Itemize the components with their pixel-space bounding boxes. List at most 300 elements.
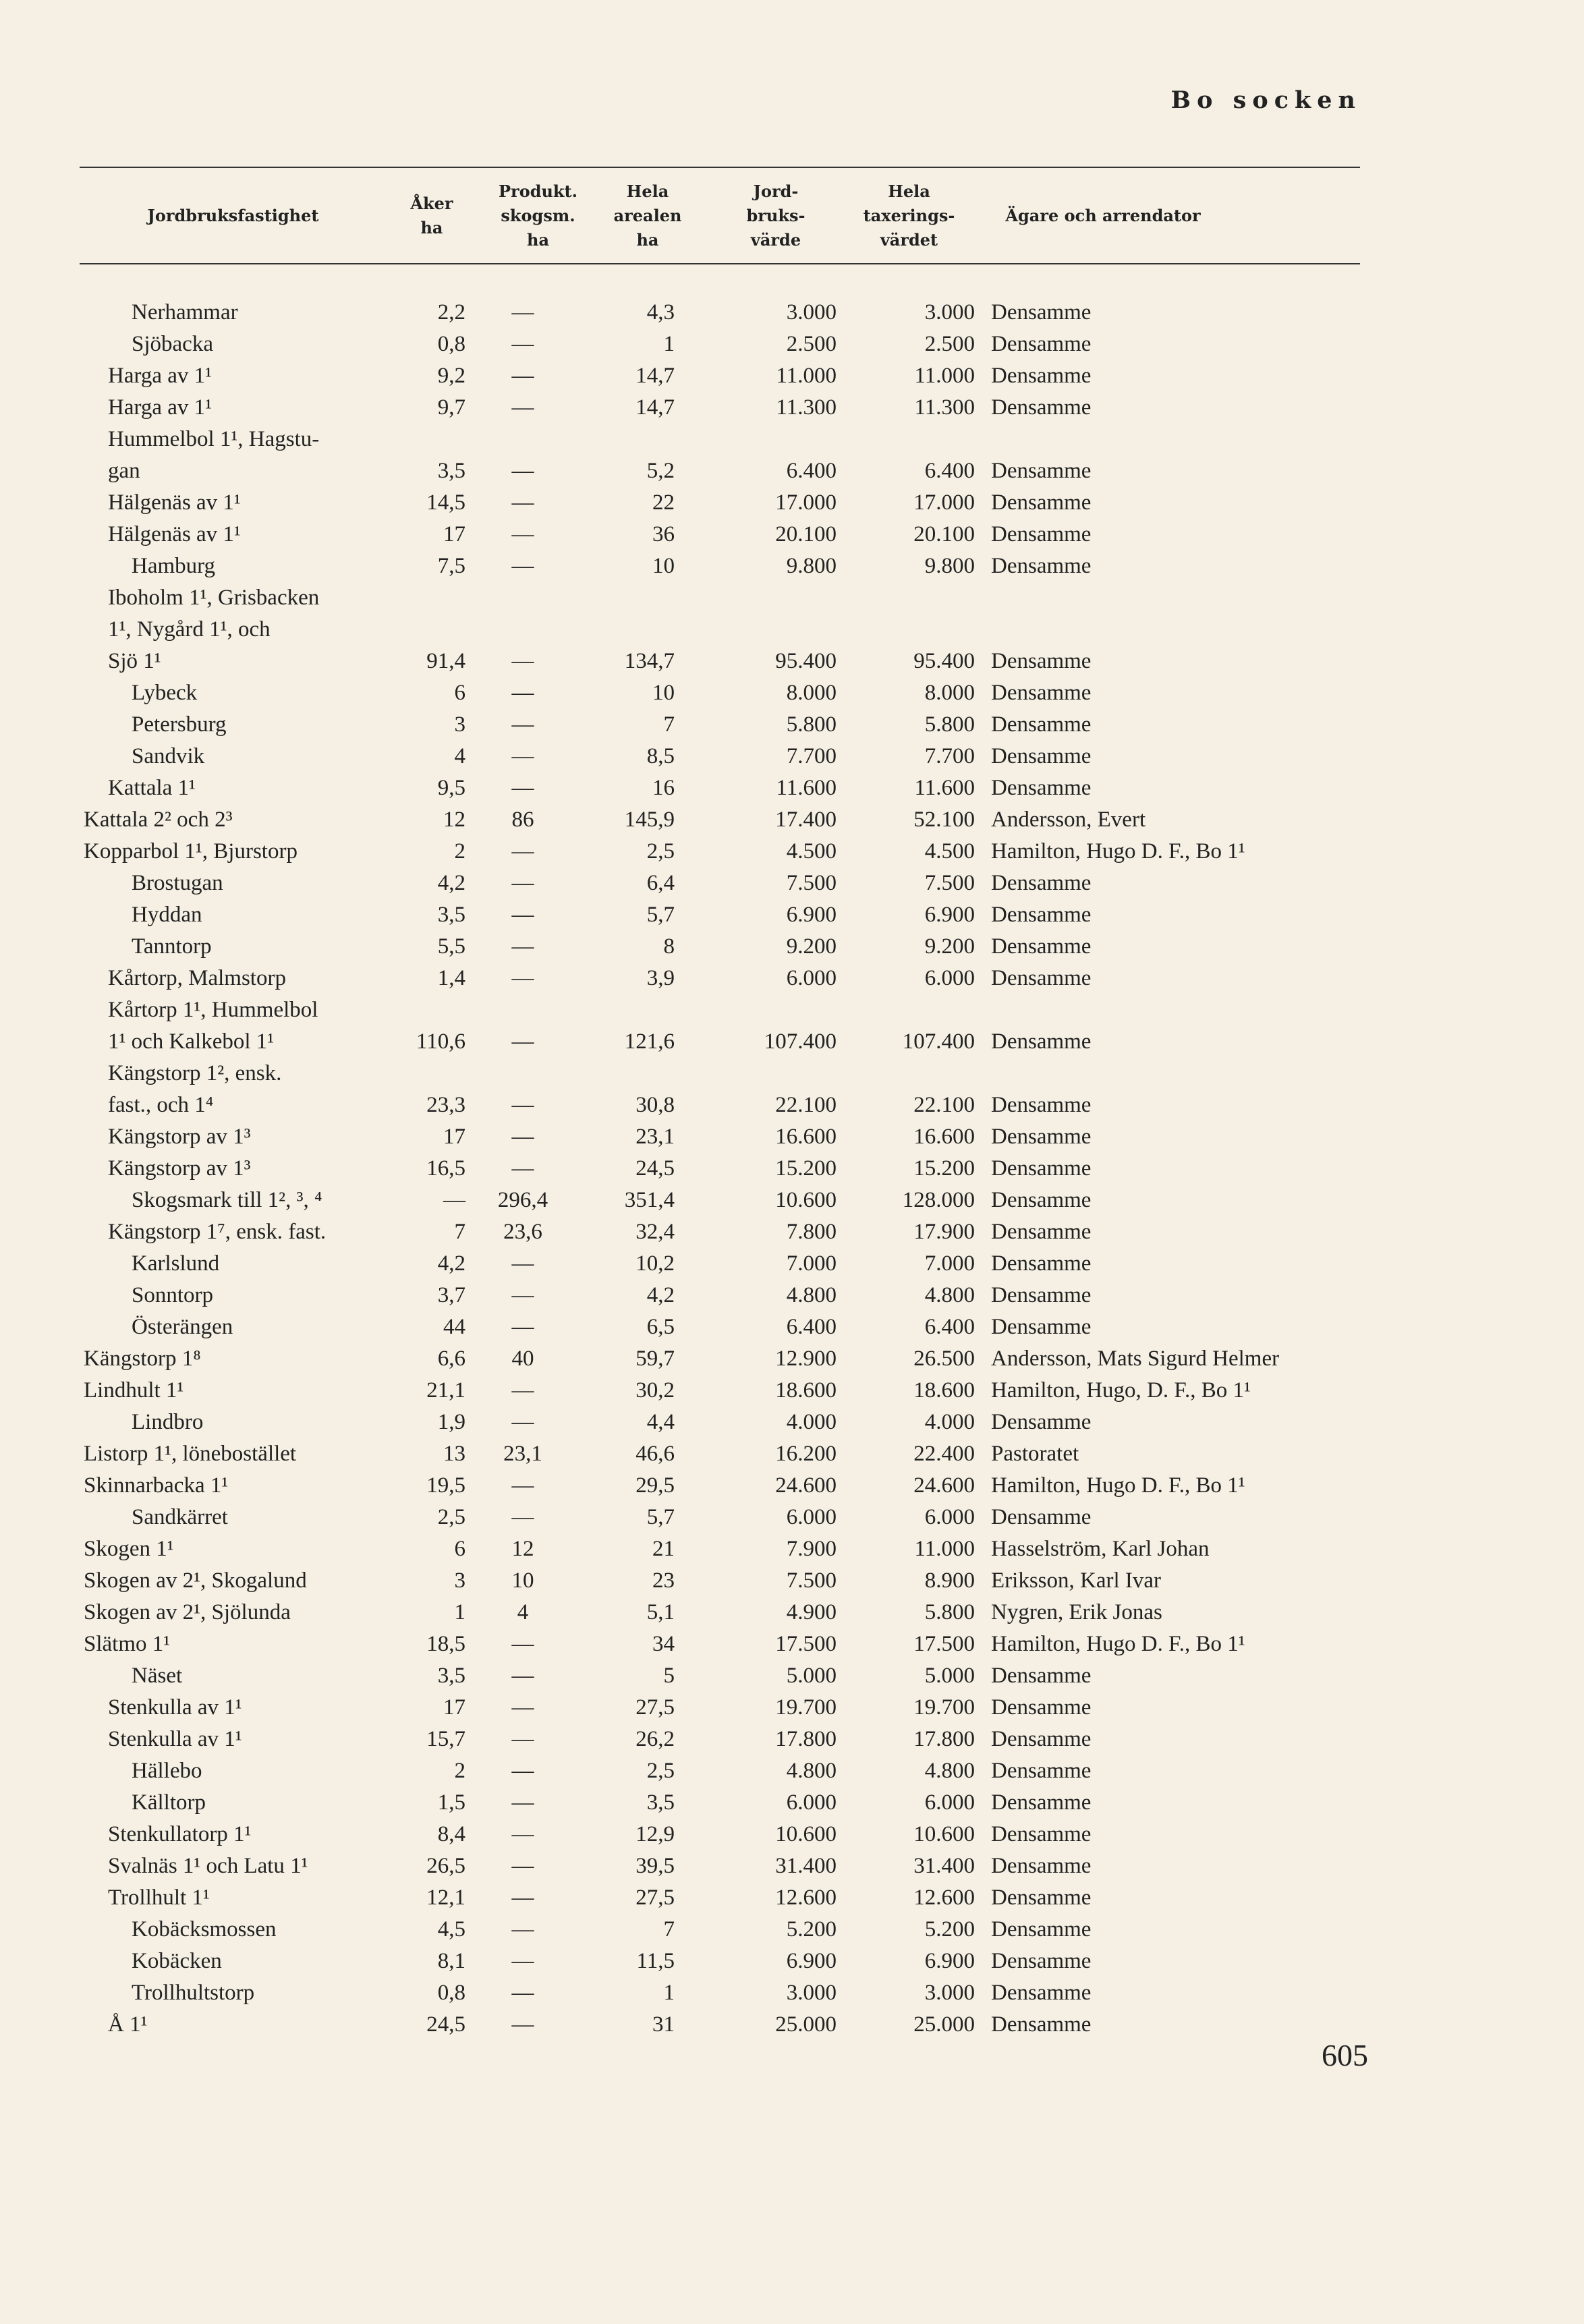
owner-name: Densamme <box>991 300 1092 324</box>
jordbruksvarde-value: 16.600 <box>775 1125 837 1149</box>
column-header-taxeringsvardet: Hela taxerings- värdet <box>863 181 955 250</box>
jordbruksvarde-value: 18.600 <box>775 1378 837 1402</box>
table-row <box>74 297 1359 329</box>
taxeringsvarde-value: 12.600 <box>913 1886 975 1910</box>
areal-value: 21 <box>652 1537 675 1561</box>
skogsmark-value: — <box>511 395 534 420</box>
areal-value: 6,4 <box>646 871 675 895</box>
skogsmark-value: — <box>511 1283 534 1307</box>
areal-value: 27,5 <box>635 1695 675 1720</box>
table-row <box>74 1755 1359 1787</box>
taxeringsvarde-value: 5.800 <box>924 712 975 737</box>
taxeringsvarde-value: 8.000 <box>924 681 975 705</box>
aker-value: 6 <box>454 1537 465 1561</box>
aker-value: 1,5 <box>437 1790 465 1815</box>
areal-value: 14,7 <box>635 364 675 388</box>
aker-value: 24,5 <box>426 2012 465 2037</box>
jordbruksvarde-value: 6.900 <box>786 1949 837 1973</box>
jordbruksvarde-value: 6.400 <box>786 459 837 483</box>
areal-value: 31 <box>652 2012 675 2037</box>
skogsmark-value: — <box>511 459 534 483</box>
property-name: Kängstorp av 1³ <box>108 1125 251 1149</box>
owner-name: Densamme <box>991 1093 1092 1117</box>
table-row <box>74 1882 1359 1914</box>
owner-name: Densamme <box>991 364 1092 388</box>
skogsmark-value: — <box>511 1156 534 1181</box>
taxeringsvarde-value: 5.200 <box>924 1917 975 1942</box>
property-name: Hamburg <box>132 554 216 578</box>
table-row <box>74 741 1359 772</box>
areal-value: 34 <box>652 1632 675 1656</box>
aker-value: 19,5 <box>426 1473 465 1498</box>
owner-name: Densamme <box>991 522 1092 546</box>
taxeringsvarde-value: 128.000 <box>902 1188 975 1212</box>
aker-value: 26,5 <box>426 1854 465 1878</box>
areal-value: 30,2 <box>635 1378 675 1402</box>
taxeringsvarde-value: 10.600 <box>913 1822 975 1846</box>
skogsmark-value: — <box>511 1505 534 1529</box>
skogsmark-value: — <box>511 554 534 578</box>
jordbruksvarde-value: 6.000 <box>786 1505 837 1529</box>
owner-name: Pastoratet <box>991 1442 1079 1466</box>
jordbruksvarde-value: 17.400 <box>775 807 837 832</box>
property-name: Hummelbol 1¹, Hagstu- gan <box>108 427 320 483</box>
skogsmark-value: 86 <box>511 807 534 832</box>
aker-value: 3,5 <box>437 903 465 927</box>
areal-value: 10 <box>652 681 675 705</box>
areal-value: 351,4 <box>624 1188 675 1212</box>
owner-name: Densamme <box>991 1790 1092 1815</box>
table-row <box>74 1311 1359 1343</box>
jordbruksvarde-value: 10.600 <box>775 1188 837 1212</box>
aker-value: 7,5 <box>437 554 465 578</box>
taxeringsvarde-value: 3.000 <box>924 300 975 324</box>
skogsmark-value: — <box>511 1759 534 1783</box>
areal-value: 5,7 <box>646 1505 675 1529</box>
skogsmark-value: — <box>511 1822 534 1846</box>
property-name: Kattala 2² och 2³ <box>84 807 233 832</box>
taxeringsvarde-value: 4.800 <box>924 1759 975 1783</box>
property-name: Kårtorp 1¹, Hummelbol 1¹ och Kalkebol 1¹ <box>108 998 318 1054</box>
skogsmark-value: — <box>511 839 534 863</box>
jordbruksvarde-value: 16.200 <box>775 1442 837 1466</box>
property-name: Sandkärret <box>132 1505 228 1529</box>
table-row <box>74 836 1359 868</box>
jordbruksvarde-value: 7.900 <box>786 1537 837 1561</box>
jordbruksvarde-value: 4.800 <box>786 1283 837 1307</box>
jordbruksvarde-value: 7.500 <box>786 871 837 895</box>
property-name: Petersburg <box>132 712 227 737</box>
areal-value: 23,1 <box>635 1125 675 1149</box>
aker-value: 110,6 <box>416 1029 465 1054</box>
owner-name: Densamme <box>991 903 1092 927</box>
property-name: Hälgenäs av 1¹ <box>108 522 241 546</box>
areal-value: 1 <box>663 1981 675 2005</box>
jordbruksvarde-value: 6.000 <box>786 966 837 990</box>
aker-value: 14,5 <box>426 490 465 515</box>
taxeringsvarde-value: 17.000 <box>913 490 975 515</box>
taxeringsvarde-value: 7.000 <box>924 1251 975 1276</box>
areal-value: 36 <box>652 522 675 546</box>
skogsmark-value: — <box>511 1093 534 1117</box>
aker-value: 1 <box>454 1600 465 1624</box>
taxeringsvarde-value: 22.400 <box>913 1442 975 1466</box>
aker-value: 9,7 <box>437 395 465 420</box>
owner-name: Densamme <box>991 1886 1092 1910</box>
taxeringsvarde-value: 6.000 <box>924 966 975 990</box>
jordbruksvarde-value: 10.600 <box>775 1822 837 1846</box>
table-row <box>74 1280 1359 1311</box>
aker-value: 23,3 <box>426 1093 465 1117</box>
aker-value: 0,8 <box>437 1981 465 2005</box>
property-name: Kängstorp 1⁷, ensk. fast. <box>108 1220 327 1244</box>
skogsmark-value: — <box>511 966 534 990</box>
areal-value: 4,3 <box>646 300 675 324</box>
jordbruksvarde-value: 12.600 <box>775 1886 837 1910</box>
areal-value: 27,5 <box>635 1886 675 1910</box>
property-name: Källtorp <box>132 1790 206 1815</box>
property-name: Sandvik <box>132 744 205 768</box>
skogsmark-value: — <box>511 1029 534 1054</box>
jordbruksvarde-value: 24.600 <box>775 1473 837 1498</box>
aker-value: 1,9 <box>437 1410 465 1434</box>
areal-value: 8,5 <box>646 744 675 768</box>
owner-name: Densamme <box>991 1727 1092 1751</box>
jordbruksvarde-value: 5.800 <box>786 712 837 737</box>
page-header-title: Bo socken <box>1170 86 1361 114</box>
column-header-skogsmark: Produkt. skogsm. ha <box>499 181 577 250</box>
owner-name: Densamme <box>991 744 1092 768</box>
owner-name: Densamme <box>991 554 1092 578</box>
taxeringsvarde-value: 11.000 <box>914 364 975 388</box>
jordbruksvarde-value: 11.000 <box>776 364 837 388</box>
property-name: Trollhult 1¹ <box>108 1886 210 1910</box>
jordbruksvarde-value: 19.700 <box>775 1695 837 1720</box>
taxeringsvarde-value: 24.600 <box>913 1473 975 1498</box>
owner-name: Densamme <box>991 712 1092 737</box>
jordbruksvarde-value: 17.800 <box>775 1727 837 1751</box>
property-name: Brostugan <box>132 871 223 895</box>
areal-value: 16 <box>652 776 675 800</box>
property-name: Tanntorp <box>132 934 212 959</box>
skogsmark-value: — <box>511 1695 534 1720</box>
table-header-rule <box>80 263 1360 264</box>
areal-value: 14,7 <box>635 395 675 420</box>
table-row <box>74 1787 1359 1819</box>
property-name: Nerhammar <box>132 300 238 324</box>
areal-value: 32,4 <box>635 1220 675 1244</box>
jordbruksvarde-value: 4.800 <box>786 1759 837 1783</box>
taxeringsvarde-value: 19.700 <box>913 1695 975 1720</box>
owner-name: Densamme <box>991 1188 1092 1212</box>
jordbruksvarde-value: 20.100 <box>775 522 837 546</box>
owner-name: Densamme <box>991 1822 1092 1846</box>
owner-name: Eriksson, Karl Ivar <box>991 1568 1162 1593</box>
jordbruksvarde-value: 22.100 <box>775 1093 837 1117</box>
taxeringsvarde-value: 107.400 <box>902 1029 975 1054</box>
aker-value: 4,2 <box>437 871 465 895</box>
aker-value: 8,1 <box>437 1949 465 1973</box>
skogsmark-value: — <box>511 1854 534 1878</box>
property-name: Skogen 1¹ <box>84 1537 174 1561</box>
owner-name: Densamme <box>991 1949 1092 1973</box>
skogsmark-value: — <box>511 364 534 388</box>
aker-value: 3,5 <box>437 1664 465 1688</box>
table-row <box>74 1565 1359 1597</box>
taxeringsvarde-value: 17.800 <box>913 1727 975 1751</box>
column-header-aker: Åker ha <box>410 194 453 237</box>
table-row <box>74 1946 1359 1977</box>
aker-value: 0,8 <box>437 332 465 356</box>
aker-value: 4,2 <box>437 1251 465 1276</box>
table-row <box>74 1533 1359 1565</box>
taxeringsvarde-value: 22.100 <box>913 1093 975 1117</box>
taxeringsvarde-value: 7.700 <box>924 744 975 768</box>
taxeringsvarde-value: 8.900 <box>924 1568 975 1593</box>
skogsmark-value: — <box>511 1917 534 1942</box>
aker-value: 1,4 <box>437 966 465 990</box>
aker-value: 12,1 <box>426 1886 465 1910</box>
skogsmark-value: — <box>511 744 534 768</box>
areal-value: 2,5 <box>646 839 675 863</box>
taxeringsvarde-value: 6.400 <box>924 459 975 483</box>
jordbruksvarde-value: 6.400 <box>786 1315 837 1339</box>
table-row <box>74 1977 1359 2009</box>
skogsmark-value: 4 <box>517 1600 529 1624</box>
taxeringsvarde-value: 5.000 <box>924 1664 975 1688</box>
skogsmark-value: — <box>511 1125 534 1149</box>
skogsmark-value: — <box>511 1664 534 1688</box>
owner-name: Densamme <box>991 1251 1092 1276</box>
column-header-fastighet: Jordbruksfastighet <box>147 206 319 225</box>
jordbruksvarde-value: 4.900 <box>786 1600 837 1624</box>
skogsmark-value: 23,6 <box>503 1220 542 1244</box>
owner-name: Nygren, Erik Jonas <box>991 1600 1162 1624</box>
owner-name: Densamme <box>991 2012 1092 2037</box>
table-row <box>74 1724 1359 1755</box>
property-name: Skogen av 2¹, Sjölunda <box>84 1600 291 1624</box>
aker-value: 6 <box>454 681 465 705</box>
areal-value: 7 <box>663 1917 675 1942</box>
table-row <box>74 329 1359 360</box>
aker-value: 9,2 <box>437 364 465 388</box>
column-header-jordbruksvarde: Jord- bruks- värde <box>746 181 805 250</box>
taxeringsvarde-value: 6.400 <box>924 1315 975 1339</box>
skogsmark-value: — <box>511 332 534 356</box>
table-row <box>74 424 1359 487</box>
aker-value: 91,4 <box>426 649 465 673</box>
jordbruksvarde-value: 17.500 <box>775 1632 837 1656</box>
jordbruksvarde-value: 7.700 <box>786 744 837 768</box>
jordbruksvarde-value: 17.000 <box>775 490 837 515</box>
property-name: Svalnäs 1¹ och Latu 1¹ <box>108 1854 308 1878</box>
table-row <box>74 1660 1359 1692</box>
areal-value: 26,2 <box>635 1727 675 1751</box>
table-row <box>74 550 1359 582</box>
taxeringsvarde-value: 17.500 <box>913 1632 975 1656</box>
jordbruksvarde-value: 4.000 <box>786 1410 837 1434</box>
areal-value: 5,7 <box>646 903 675 927</box>
jordbruksvarde-value: 11.300 <box>776 395 837 420</box>
table-row <box>74 1185 1359 1216</box>
table-row <box>74 709 1359 741</box>
aker-value: 12 <box>443 807 465 832</box>
jordbruksvarde-value: 7.500 <box>786 1568 837 1593</box>
table-row <box>74 2009 1359 2041</box>
taxeringsvarde-value: 5.800 <box>924 1600 975 1624</box>
table-row <box>74 1438 1359 1470</box>
taxeringsvarde-value: 2.500 <box>924 332 975 356</box>
aker-value: 15,7 <box>426 1727 465 1751</box>
taxeringsvarde-value: 9.200 <box>924 934 975 959</box>
property-name: Kängstorp 1⁸ <box>84 1347 201 1371</box>
aker-value: 3,5 <box>437 459 465 483</box>
taxeringsvarde-value: 95.400 <box>913 649 975 673</box>
skogsmark-value: — <box>511 1315 534 1339</box>
aker-value: 5,5 <box>437 934 465 959</box>
taxeringsvarde-value: 15.200 <box>913 1156 975 1181</box>
table-row <box>74 582 1359 677</box>
taxeringsvarde-value: 6.000 <box>924 1505 975 1529</box>
aker-value: 2,2 <box>437 300 465 324</box>
owner-name: Densamme <box>991 776 1092 800</box>
table-row <box>74 1058 1359 1121</box>
owner-name: Densamme <box>991 1664 1092 1688</box>
areal-value: 59,7 <box>635 1347 675 1371</box>
table-row <box>74 963 1359 994</box>
property-name: Iboholm 1¹, Grisbacken 1¹, Nygård 1¹, och Sjö 1¹ <box>108 586 320 673</box>
areal-value: 4,2 <box>646 1283 675 1307</box>
table-row <box>74 899 1359 931</box>
property-name: Kängstorp av 1³ <box>108 1156 251 1181</box>
table-row <box>74 1407 1359 1438</box>
owner-name: Densamme <box>991 1505 1092 1529</box>
areal-value: 5,1 <box>646 1600 675 1624</box>
property-name: Kobäcksmossen <box>132 1917 277 1942</box>
aker-value: 17 <box>443 1695 465 1720</box>
areal-value: 46,6 <box>635 1442 675 1466</box>
owner-name: Andersson, Mats Sigurd Helmer <box>991 1347 1280 1371</box>
owner-name: Densamme <box>991 1981 1092 2005</box>
jordbruksvarde-value: 95.400 <box>775 649 837 673</box>
table-row <box>74 677 1359 709</box>
jordbruksvarde-value: 2.500 <box>786 332 837 356</box>
taxeringsvarde-value: 20.100 <box>913 522 975 546</box>
jordbruksvarde-value: 4.500 <box>786 839 837 863</box>
jordbruksvarde-value: 6.000 <box>786 1790 837 1815</box>
taxeringsvarde-value: 25.000 <box>913 2012 975 2037</box>
table-row <box>74 868 1359 899</box>
property-name: Skinnarbacka 1¹ <box>84 1473 229 1498</box>
areal-value: 5 <box>663 1664 675 1688</box>
property-name: Näset <box>132 1664 183 1688</box>
jordbruksvarde-value: 5.200 <box>786 1917 837 1942</box>
property-name: Skogsmark till 1², ³, ⁴ <box>132 1188 322 1212</box>
jordbruksvarde-value: 5.000 <box>786 1664 837 1688</box>
property-name: Hyddan <box>132 903 202 927</box>
property-name: Lindbro <box>132 1410 204 1434</box>
taxeringsvarde-value: 11.300 <box>914 395 975 420</box>
property-name: Slätmo 1¹ <box>84 1632 171 1656</box>
property-name: Lindhult 1¹ <box>84 1378 184 1402</box>
column-header-agare: Ägare och arrendator <box>1005 206 1201 225</box>
taxeringsvarde-value: 11.600 <box>914 776 975 800</box>
table-row <box>74 1914 1359 1946</box>
jordbruksvarde-value: 15.200 <box>775 1156 837 1181</box>
areal-value: 24,5 <box>635 1156 675 1181</box>
skogsmark-value: — <box>511 776 534 800</box>
taxeringsvarde-value: 52.100 <box>913 807 975 832</box>
property-name: Lybeck <box>132 681 198 705</box>
property-name: Sjöbacka <box>132 332 213 356</box>
property-name: Österängen <box>132 1315 233 1339</box>
owner-name: Densamme <box>991 1759 1092 1783</box>
owner-name: Densamme <box>991 332 1092 356</box>
taxeringsvarde-value: 16.600 <box>913 1125 975 1149</box>
table-row <box>74 804 1359 836</box>
areal-value: 5,2 <box>646 459 675 483</box>
areal-value: 10,2 <box>635 1251 675 1276</box>
owner-name: Hamilton, Hugo D. F., Bo 1¹ <box>991 839 1245 863</box>
owner-name: Densamme <box>991 1029 1092 1054</box>
skogsmark-value: — <box>511 712 534 737</box>
owner-name: Hamilton, Hugo D. F., Bo 1¹ <box>991 1632 1245 1656</box>
owner-name: Andersson, Evert <box>991 807 1146 832</box>
table-row <box>74 360 1359 392</box>
jordbruksvarde-value: 3.000 <box>786 300 837 324</box>
property-name: Skogen av 2¹, Skogalund <box>84 1568 307 1593</box>
owner-name: Densamme <box>991 1220 1092 1244</box>
taxeringsvarde-value: 6.900 <box>924 1949 975 1973</box>
taxeringsvarde-value: 7.500 <box>924 871 975 895</box>
taxeringsvarde-value: 9.800 <box>924 554 975 578</box>
skogsmark-value: 10 <box>511 1568 534 1593</box>
owner-name: Densamme <box>991 649 1092 673</box>
areal-value: 30,8 <box>635 1093 675 1117</box>
property-name: Sonntorp <box>132 1283 214 1307</box>
areal-value: 134,7 <box>624 649 675 673</box>
areal-value: 39,5 <box>635 1854 675 1878</box>
taxeringsvarde-value: 4.500 <box>924 839 975 863</box>
jordbruksvarde-value: 107.400 <box>764 1029 837 1054</box>
property-name: Stenkullatorp 1¹ <box>108 1822 252 1846</box>
owner-name: Densamme <box>991 1854 1092 1878</box>
areal-value: 29,5 <box>635 1473 675 1498</box>
aker-value: 16,5 <box>426 1156 465 1181</box>
skogsmark-value: 23,1 <box>503 1442 542 1466</box>
taxeringsvarde-value: 4.800 <box>924 1283 975 1307</box>
jordbruksvarde-value: 8.000 <box>786 681 837 705</box>
aker-value: 44 <box>443 1315 465 1339</box>
jordbruksvarde-value: 25.000 <box>775 2012 837 2037</box>
owner-name: Densamme <box>991 1410 1092 1434</box>
taxeringsvarde-value: 3.000 <box>924 1981 975 2005</box>
property-name: Stenkulla av 1¹ <box>108 1695 242 1720</box>
taxeringsvarde-value: 6.900 <box>924 903 975 927</box>
skogsmark-value: — <box>511 1727 534 1751</box>
jordbruksvarde-value: 3.000 <box>786 1981 837 2005</box>
aker-value: 2 <box>454 1759 465 1783</box>
areal-value: 121,6 <box>624 1029 675 1054</box>
skogsmark-value: — <box>511 1378 534 1402</box>
aker-value: 13 <box>443 1442 465 1466</box>
jordbruksvarde-value: 12.900 <box>775 1347 837 1371</box>
aker-value: 3 <box>454 1568 465 1593</box>
table-row <box>74 487 1359 519</box>
owner-name: Densamme <box>991 1917 1092 1942</box>
property-name: Kopparbol 1¹, Bjurstorp <box>84 839 298 863</box>
taxeringsvarde-value: 18.600 <box>913 1378 975 1402</box>
